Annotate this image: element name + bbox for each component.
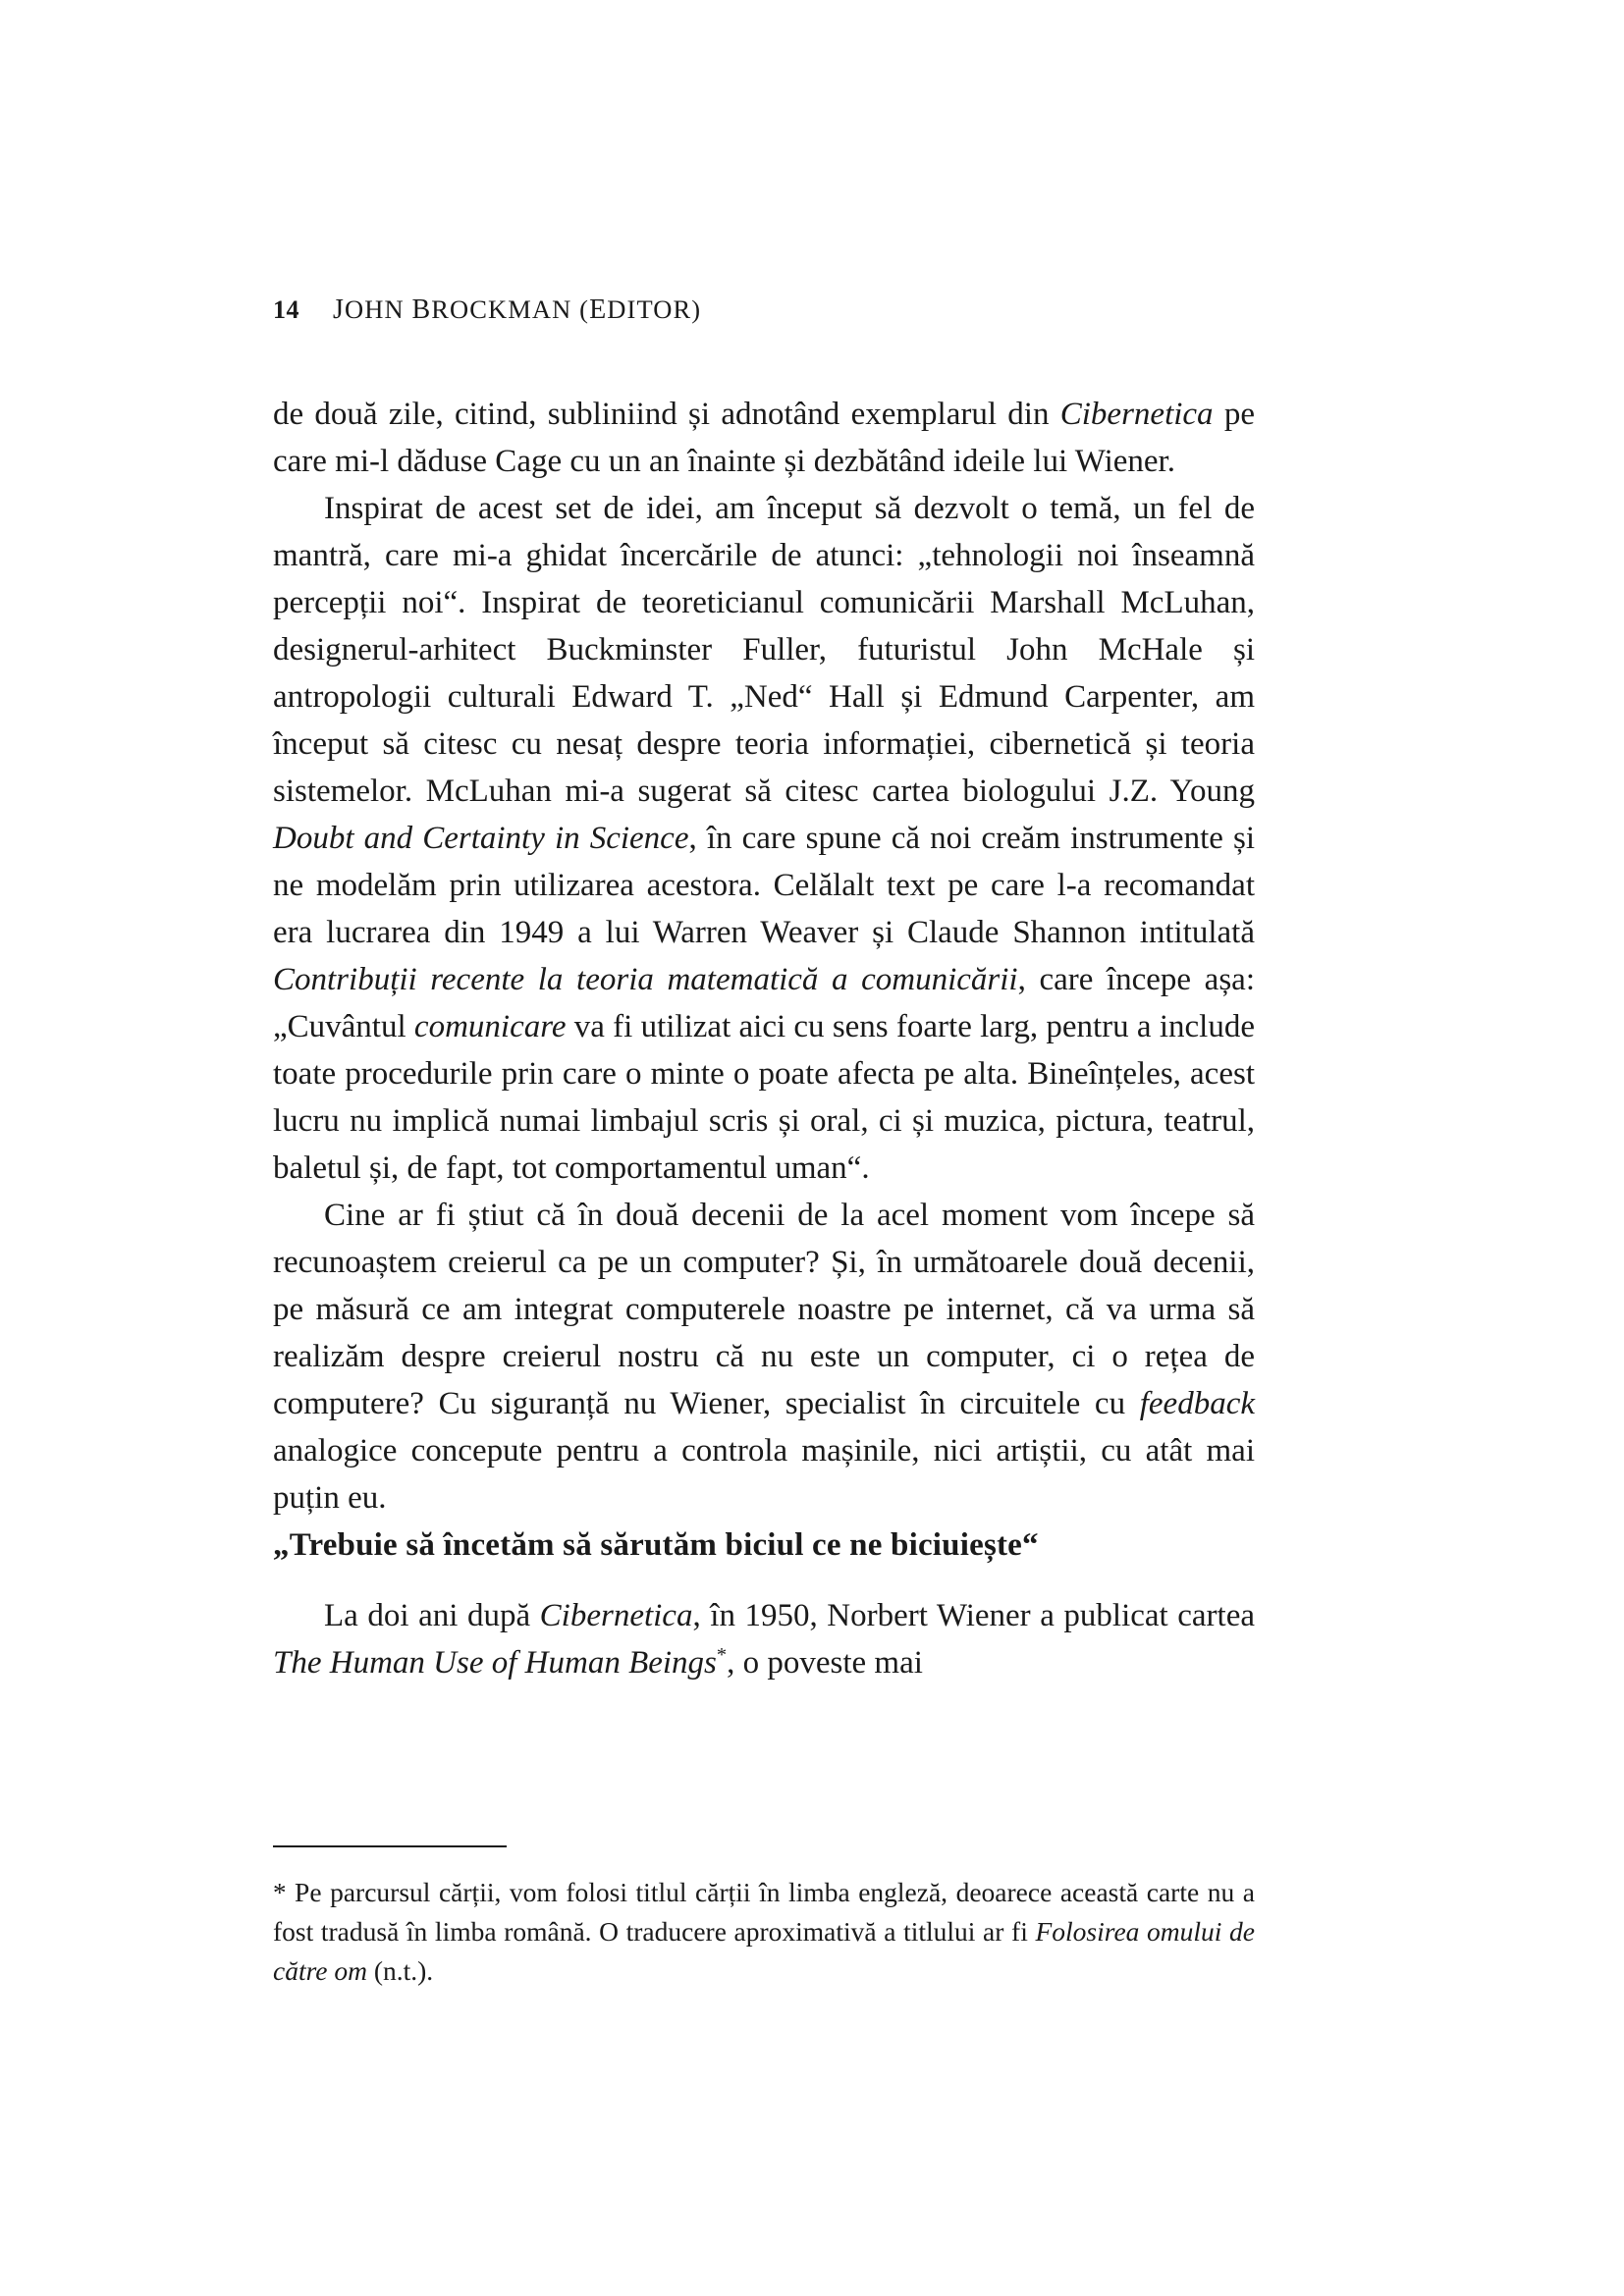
footnote-text: [273, 1873, 1255, 1991]
running-head-role-close: ): [691, 294, 702, 324]
running-head-role-rest: DITOR: [607, 294, 692, 324]
text-run: La doi ani după: [324, 1598, 540, 1633]
text-run: , în care spune că noi creăm instrumente și ne modelăm prin utilizarea acestora. Celălalt text pe care l-a recomandat era lucrarea din 1949 a lui Warren Weaver și Claude Shannon intitulată: [273, 821, 1255, 950]
text-run: analogice concepute pentru a controla mașinile, nici artiștii, cu atât mai puțin eu.: [273, 1433, 1255, 1516]
running-head-author-initial: J: [333, 294, 345, 325]
footnote-body: [273, 1877, 1255, 1986]
footnote-reference[interactable]: *: [716, 1644, 728, 1666]
text-run: , o poveste mai: [727, 1645, 923, 1681]
text-run: va fi utilizat aici cu sens foarte larg, pentru a include toate procedurile prin care o minte o poate afecta pe alta. Bineînțeles, acest lucru nu implică numai limbajul scris și oral, ci și muzica, pictura, teatrul, baletul și, de fapt, tot comportamentul uman“.: [273, 1009, 1255, 1186]
text-run: , care începe așa: „Cuvântul: [273, 962, 1255, 1044]
section-subheading: „Trebuie să încetăm să sărutăm biciul ce ne biciuiește“: [273, 1527, 1039, 1563]
italic-run: Doubt and Certainty in Science: [273, 821, 689, 856]
running-head-role-initial: E: [589, 294, 608, 325]
text-run: pe care mi-l dăduse Cage cu un an înainte și dezbătând ideile lui Wiener.: [273, 397, 1255, 479]
text-run: (n.t.).: [366, 1955, 434, 1987]
running-head-title: [333, 294, 701, 326]
italic-run: Cibernetica: [539, 1598, 693, 1633]
text-run: Pe parcursul cărții, vom folosi titlul cărții în limba engleză, deoarece această carte nu a fost tradusă în limba română. O traducere aproximativă a titlului ar fi: [273, 1877, 1255, 1948]
italic-run: The Human Use of Human Beings: [273, 1645, 717, 1681]
paragraph-2: [273, 485, 1255, 1192]
text-run: Inspirat de acest set de idei, am început să dezvolt o temă, un fel de mantră, care mi-a ghidat încercările de atunci: „tehnologii noi înseamnă percepții noi“. Inspirat de teoreticianul comunicării Marshall McLuhan, designerul-arhitect Buckminster Fuller, futuristul John McHale și antropologii culturali Edward T. „Ned“ Hall și Edmund Carpenter, am început să citesc cu nesaț despre teoria informației, cibernetică și teoria sistemelor. McLuhan mi-a sugerat să citesc cartea biologului J.Z. Young: [273, 491, 1255, 809]
page-content: [273, 294, 1255, 1686]
running-head-author-rest: OHN: [345, 294, 405, 324]
paragraph-3: [273, 1192, 1255, 1522]
text-run: , în 1950, Norbert Wiener a publicat cartea: [692, 1598, 1256, 1633]
running-head: [273, 294, 1255, 326]
paragraph-4: [273, 1592, 1255, 1686]
footnote-separator-rule: [273, 1845, 507, 1847]
page-number: 14: [273, 295, 299, 324]
footnote-block: [273, 1845, 1255, 1991]
running-head-surname-initial: B: [411, 294, 432, 325]
running-head-role-open: (: [579, 294, 590, 324]
footnote-marker: *: [273, 1878, 287, 1907]
italic-run: feedback: [1139, 1386, 1255, 1421]
body-text: [273, 391, 1255, 1686]
italic-run: comunicare: [413, 1009, 567, 1044]
text-run: de două zile, citind, subliniind și adnotând exemplarul din: [273, 397, 1060, 432]
running-head-surname-rest: ROCKMAN: [431, 294, 572, 324]
text-run: Cine ar fi știut că în două decenii de la acel moment vom începe să recunoaștem creierul ca pe un computer? Și, în următoarele două decenii, pe măsură ce am integrat computerele noastre pe internet, că va urma să realizăm despre creierul nostru că nu este un computer, ci o rețea de computere? Cu siguranță nu Wiener, specialist în circuitele cu: [273, 1198, 1255, 1421]
italic-run: Contribuții recente la teoria matematică a comunicării: [273, 962, 1018, 997]
italic-run: Cibernetica: [1059, 397, 1214, 432]
paragraph-1: [273, 391, 1255, 485]
italic-run: Folosirea omului de către om: [273, 1916, 1256, 1987]
